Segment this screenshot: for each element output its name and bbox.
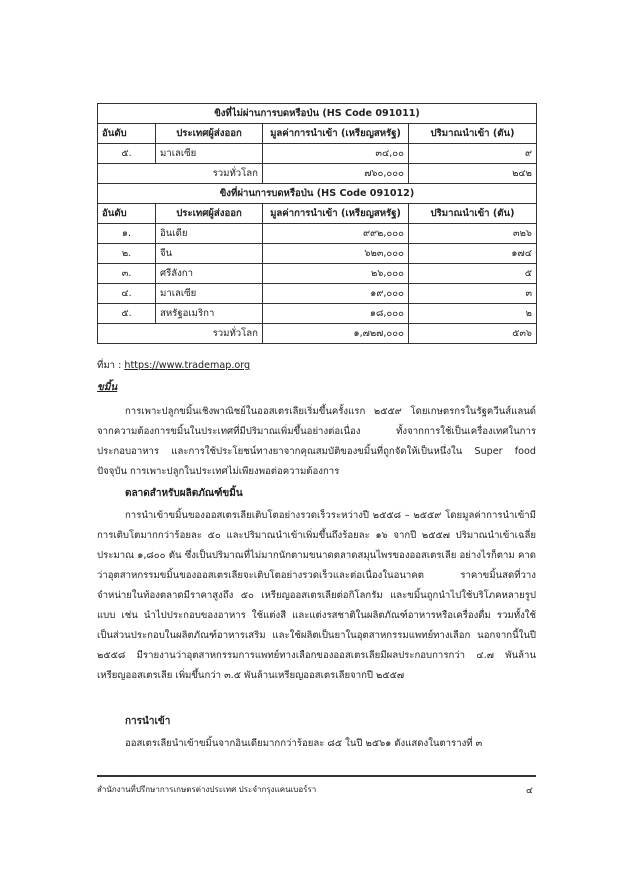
rank-cell: ๒. <box>98 244 156 264</box>
value-cell: ๑๘,๐๐๐ <box>263 304 409 324</box>
total-qty: ๒๔๒ <box>409 164 537 184</box>
header-country: ประเทศผู้ส่งออก <box>156 124 263 144</box>
import-paragraph: ออสเตรเลียนำเข้าขมิ้นจากอินเดียมากกว่าร้อยละ ๘๕ ในปี ๒๕๖๑ ดังแสดงในตารางที่ ๓ <box>125 738 483 749</box>
section1-title-row <box>98 104 537 124</box>
country-cell: อินเดีย <box>156 224 263 244</box>
qty-cell: ๙ <box>409 144 537 164</box>
import-heading: การนำเข้า <box>125 716 171 727</box>
page-number: ๔ <box>526 786 533 796</box>
section1-title: ขิงที่ไม่ผ่านการบดหรือป่น (HS Code 091011) <box>98 104 537 124</box>
section2-header-row <box>98 204 537 224</box>
table-row <box>98 244 537 264</box>
market-paragraph: การนำเข้าขมิ้นของออสเตรเลียเติบโตอย่างรวดเร็วระหว่างปี ๒๕๕๘ – ๒๕๕๙ โดยมูลค่าการนำเข้ามีการเติบโตมากกว่าร้อยละ ๕๐ และปริมาณนำเข้าเพิ่มขึ้นถึงร้อยละ ๑๖ จากปี ๒๕๕๗ ปริมาณนำเข้าเฉลี่ยประมาณ ๑,๘๐๐ ตัน ซึ่งเป็นปริมาณที่ไม่มากนักตามขนาดตลาดสมุนไพรของออสเตรเลีย อย่างไรก็ตาม คาดว่าอุตสาหกรรมขมิ้นของออสเตรเลียจะเติบโตอย่างรวดเร็วและต่อเนื่องในอนาคต ราคาขมิ้นสดที่วางจำหน่ายในท้องตลาดมีราคาสูงถึง ๕๐ เหรียญออสเตรเลียต่อกิโลกรัม และขมิ้นถูกนำไปใช้บริโภคหลายรูปแบบ เช่น นำไปประกอบของอาหาร ใช้แต่งสี และแต่งรสชาติในผลิตภัณฑ์อาหารหรือเครื่องดื่ม รวมทั้งใช้เป็นส่วนประกอบในผลิตภัณฑ์อาหารเสริม และใช้ผลิตเป็นยาในอุตสาหกรรมแพทย์ทางเลือก นอกจากนี้ในปี ๒๕๕๘ มีรายงานว่าอุตสาหกรรมการแพทย์ทางเลือกของออสเตรเลียมีผลประกอบการกว่า ๔.๗ พันล้านเหรียญออสเตรเลีย เพิ่มขึ้นกว่า ๓.๕ พันล้านเหรียญออสเตรเลียจากปี ๒๕๕๗ <box>97 510 536 681</box>
source-label: ที่มา : <box>97 360 125 371</box>
section2-title: ขิงที่ผ่านการบดหรือป่น (HS Code 091012) <box>98 184 537 204</box>
total-value: ๑,๗๒๗,๐๐๐ <box>263 324 409 344</box>
value-cell: ๙๙๒,๐๐๐ <box>263 224 409 244</box>
header-country: ประเทศผู้ส่งออก <box>156 204 263 224</box>
table-row <box>98 264 537 284</box>
qty-cell: ๒ <box>409 304 537 324</box>
qty-cell: ๑๗๔ <box>409 244 537 264</box>
rank-cell: ๕. <box>98 144 156 164</box>
total-row <box>98 324 537 344</box>
import-table <box>97 103 537 344</box>
market-heading: ตลาดสำหรับผลิตภัณฑ์ขมิ้น <box>125 488 243 499</box>
section1-header-row <box>98 124 537 144</box>
table-row <box>98 284 537 304</box>
total-qty: ๕๓๖ <box>409 324 537 344</box>
country-cell: ศรีลังกา <box>156 264 263 284</box>
source-note <box>97 358 250 373</box>
rank-cell: ๓. <box>98 264 156 284</box>
header-value: มูลค่าการนำเข้า (เหรียญสหรัฐ) <box>263 204 409 224</box>
intro-paragraph: การเพาะปลูกขมิ้นเชิงพาณิชย์ในออสเตรเลียเริ่มขึ้นครั้งแรก ๒๕๕๙ โดยเกษตรกรในรัฐควีนส์แลนด์ จากความต้องการขมิ้นในประเทศที่มีปริมาณเพิ่มขึ้นอย่างต่อเนื่อง ทั้งจากการใช้เป็นเครื่องเทศในการประกอบอาหาร และการใช้ประโยชน์ทางยาจากคุณสมบัติของขมิ้นที่ถูกจัดให้เป็นหนึ่งใน Super food ปัจจุบัน การเพาะปลูกในประเทศไม่เพียงพอต่อความต้องการ <box>97 406 536 477</box>
value-cell: ๒๖,๐๐๐ <box>263 264 409 284</box>
table-row <box>98 144 537 164</box>
table-row <box>98 304 537 324</box>
header-rank: อันดับ <box>98 204 156 224</box>
header-rank: อันดับ <box>98 124 156 144</box>
section2-title-row <box>98 184 537 204</box>
header-qty: ปริมาณนำเข้า (ตัน) <box>409 204 537 224</box>
total-label: รวมทั่วโลก <box>156 164 263 184</box>
rank-cell: ๕. <box>98 304 156 324</box>
rank-cell: ๔. <box>98 284 156 304</box>
value-cell: ๑๙,๐๐๐ <box>263 284 409 304</box>
footer-divider <box>97 775 536 777</box>
source-link[interactable]: https://www.trademap.org <box>124 360 251 371</box>
qty-cell: ๓ <box>409 284 537 304</box>
header-qty: ปริมาณนำเข้า (ตัน) <box>409 124 537 144</box>
total-label: รวมทั่วโลก <box>156 324 263 344</box>
table-row <box>98 224 537 244</box>
country-cell: จีน <box>156 244 263 264</box>
value-cell: ๓๔,๐๐ <box>263 144 409 164</box>
rank-cell: ๑. <box>98 224 156 244</box>
value-cell: ๖๒๓,๐๐๐ <box>263 244 409 264</box>
total-row <box>98 164 537 184</box>
qty-cell: ๓๒๖ <box>409 224 537 244</box>
total-value: ๗๖๐,๐๐๐ <box>263 164 409 184</box>
country-cell: สหรัฐอเมริกา <box>156 304 263 324</box>
section-title: ขมิ้น <box>97 382 118 393</box>
country-cell: มาเลเซีย <box>156 144 263 164</box>
qty-cell: ๕ <box>409 264 537 284</box>
country-cell: มาเลเซีย <box>156 284 263 304</box>
footer-org: สำนักงานที่ปรึกษาการเกษตรต่างประเทศ ประจำกรุงแคนเบอร์รา <box>97 785 317 794</box>
header-value: มูลค่าการนำเข้า (เหรียญสหรัฐ) <box>263 124 409 144</box>
